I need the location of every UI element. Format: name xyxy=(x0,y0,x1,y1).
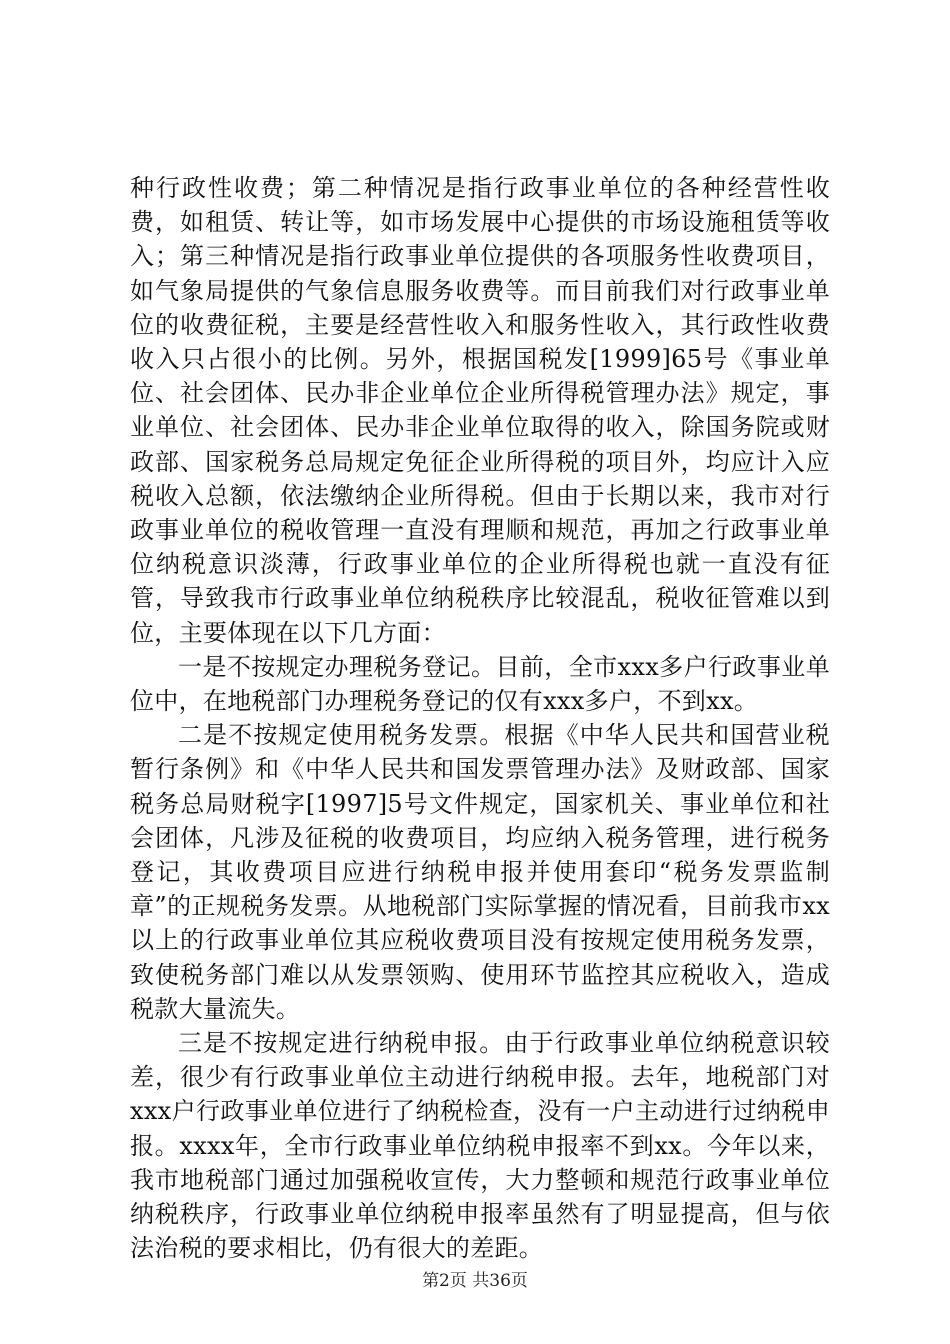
paragraph-point-two: 二是不按规定使用税务发票。根据《中华人民共和国营业税暂行条例》和《中华人民共和国发票管理办法》及财政部、国家税务总局财税字[1997]5号文件规定，国家机关、事业单位和社会团体，凡涉及征税的收费项目，均应纳入税务管理，进行税务登记，其收费项目应进行纳税申报并使用套印“税务发票监制章”的正规税务发票。从地税部门实际掌握的情况看，目前我市xx以上的行政事业单位其应税收费项目没有按规定使用税务发票，致使税务部门难以从发票领购、使用环节监控其应税收入，造成税款大量流失。 xyxy=(130,721,830,1023)
document-body xyxy=(130,171,830,1266)
paragraph-point-one: 一是不按规定办理税务登记。目前，全市xxx多户行政事业单位中，在地税部门办理税务登记的仅有xxx多户，不到xx。 xyxy=(130,652,830,716)
paragraph-point-three: 三是不按规定进行纳税申报。由于行政事业单位纳税意识较差，很少有行政事业单位主动进行纳税申报。去年，地税部门对xxx户行政事业单位进行了纳税检查，没有一户主动进行过纳税申报。xxxx年，全市行政事业单位纳税申报率不到xx。今年以来，我市地税部门通过加强税收宣传，大力整顿和规范行政事业单位纳税秩序，行政事业单位纳税申报率虽然有了明显提高，但与依法治税的要求相比，仍有很大的差距。 xyxy=(130,1029,830,1263)
paragraph-intro: 种行政性收费；第二种情况是指行政事业单位的各种经营性收费，如租赁、转让等，如市场发展中心提供的市场设施租赁等收入；第三种情况是指行政事业单位提供的各项服务性收费项目，如气象局提供的气象信息服务收费等。而目前我们对行政事业单位的收费征税，主要是经营性收入和服务性收入，其行政性收费收入只占很小的比例。另外，根据国税发[1999]65号《事业单位、社会团体、民办非企业单位企业所得税管理办法》规定，事业单位、社会团体、民办非企业单位取得的收入，除国务院或财政部、国家税务总局规定免征企业所得税的项目外，均应计入应税收入总额，依法缴纳企业所得税。但由于长期以来，我市对行政事业单位的税收管理一直没有理顺和规范，再加之行政事业单位纳税意识淡薄，行政事业单位的企业所得税也就一直没有征管，导致我市行政事业单位纳税秩序比较混乱，税收征管难以到位，主要体现在以下几方面： xyxy=(130,174,830,647)
page-number-footer: 第2页 共36页 xyxy=(422,1271,528,1291)
